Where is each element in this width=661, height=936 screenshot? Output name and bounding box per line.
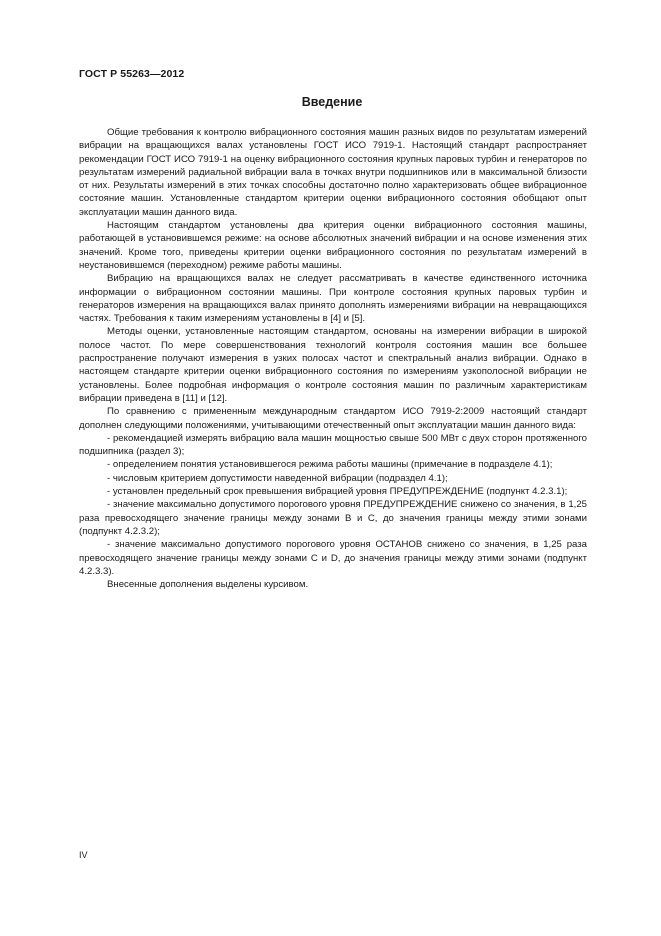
body-text [79,126,587,591]
paragraph: По сравнению с примененным международным стандартом ИСО 7919-2:2009 настоящий стандарт дополнен следующими положениями, учитывающими отечественный опыт эксплуатации машин данного вида: [79,406,587,431]
list-item: - значение максимально допустимого порогового уровня ПРЕДУПРЕЖДЕНИЕ снижено со значения, в 1,25 раза превосходящего значение границы между зонами B и C, до значения границы между этими зонами (подпункт 4.2.3.2); [79,499,587,537]
section-title: Введение [301,95,363,109]
list-item: - значение максимально допустимого порогового уровня ОСТАНОВ снижено со значения, в 1,25 раза превосходящего значение границы между зонами C и D, до значения границы между этими зонами (подпункт 4.2.3.3). [79,539,587,577]
list-item: - установлен предельный срок превышения вибрацией уровня ПРЕДУПРЕЖДЕНИЕ (подпункт 4.2.3.1); [107,486,568,498]
paragraph: Вибрацию на вращающихся валах не следует рассматривать в качестве единственного источника информации о вибрационном состоянии машины. При контроле состояния крупных паровых турбин и генераторов измерения на вращающихся валах принято дополнять измерениями вибрации на невращающихся частях. Требования к таким измерениям установлены в [4] и [5]. [79,273,587,325]
paragraph: Общие требования к контролю вибрационного состояния машин разных видов по результатам измерений вибрации на вращающихся валах установлены ГОСТ ИСО 7919-1. Настоящий стандарт распространяет рекомендации ГОСТ ИСО 7919-1 на оценку вибрационного состояния крупных паровых турбин и генераторов по результатам измерений радиальной вибрации вала в точках внутри подшипников или в максимальной близости от них. Результаты измерений в этих точках способны достаточно полно характеризовать общее вибрационное состояние машин. Установленные стандартом критерии оценки вибрационного состояния обобщают опыт эксплуатации машин данного вида. [79,127,587,218]
page-number: IV [79,850,88,860]
paragraph: Настоящим стандартом установлены два критерия оценки вибрационного состояния машины, работающей в установившемся режиме: на основе абсолютных значений вибрации и на основе изменения этих значений. Кроме того, приведены критерии оценки вибрационного состояния по результатам измерений в неустановившемся (переходном) режиме работы машины. [79,220,587,271]
list-item: - рекомендацией измерять вибрацию вала машин мощностью свыше 500 МВт с двух сторон протяженного подшипника (раздел 3); [79,432,587,458]
paragraph: Методы оценки, установленные настоящим стандартом, основаны на измерении вибрации в широкой полосе частот. По мере совершенствования технологий контроля состояния машин все большее распространение получают измерения в узких полосах частот и спектральный анализ вибрации. Однако в настоящем стандарте критерии оценки вибрационного состояния по измерениям узкополосной вибрации не установлены. Более подробная информация о контроле состояния машин по различным характеристикам вибрации приведена в [11] и [12]. [79,326,587,404]
paragraph: Внесенные дополнения выделены курсивом. [107,579,309,591]
list-item: - числовым критерием допустимости наведенной вибрации (подраздел 4.1); [107,472,448,484]
list-item: - определением понятия установившегося режима работы машины (примечание в подразделе 4.1); [107,459,553,471]
document-header: ГОСТ Р 55263—2012 [79,68,185,80]
